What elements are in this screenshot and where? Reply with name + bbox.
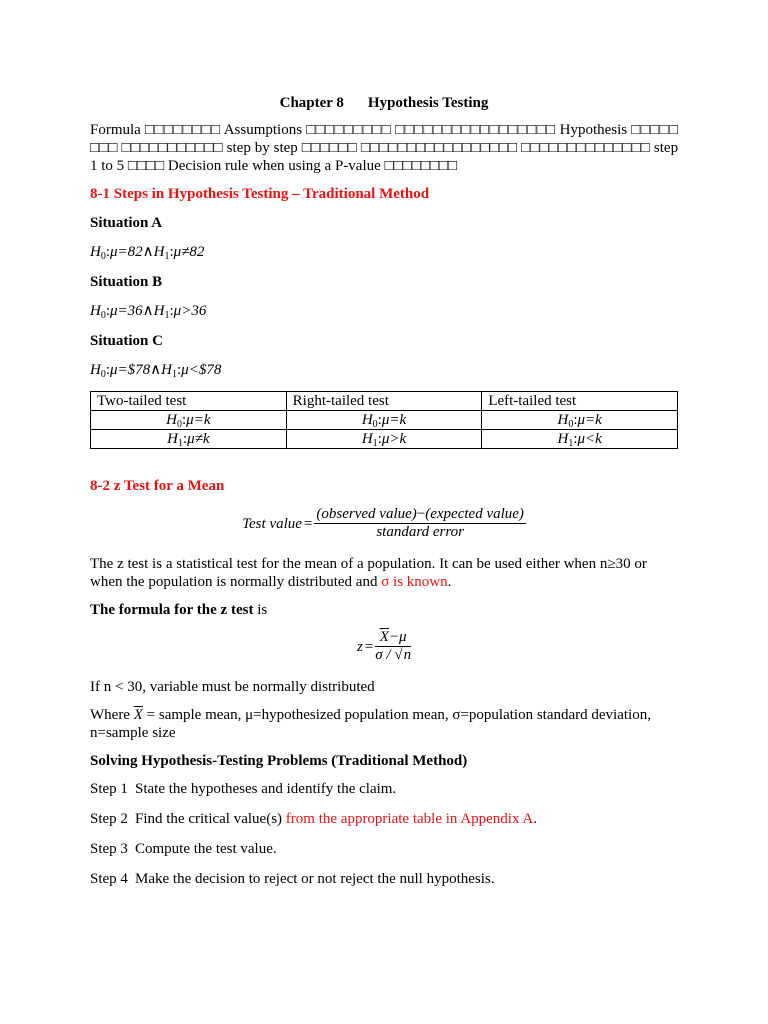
table-header-cell: Left-tailed test <box>482 392 678 411</box>
hypothesis-line: $H_0:\mu=36\wedge H_1:\mu>36$ <box>90 303 207 321</box>
table-cell: $H_1:\mu<k$ <box>482 430 678 449</box>
where-definitions: Where $\overline{X}$ = sample mean, μ=hypothesized population mean, σ=population standard deviation, n=sample size <box>90 707 651 741</box>
table-cell: $H_0:\mu=k$ <box>91 411 287 430</box>
sample-size-note: If n < 30, variable must be normally distributed <box>90 679 375 695</box>
intro-paragraph: Formula □□□□□□□□ Assumptions □□□□□□□□□ □□□□□□□□□□□□□□□□□ Hypothesis □□□□□ □□□ □□□□□□□□□□□ step by step □□□□□□ □□□□□□□□□□□□□□□□□ □□□□□□□□□□□□□□ step 1 to 5 □□□□ Decision rule when using a P-value □□□□□□□□ <box>90 122 679 174</box>
step-item: Step 3 Compute the test value. <box>90 841 277 857</box>
chapter-title <box>90 94 678 112</box>
table-row <box>91 430 678 449</box>
table-cell: $H_0:\mu=k$ <box>482 411 678 430</box>
z-formula-intro: The formula for the z test is <box>90 602 268 618</box>
fraction: $\frac{\text{(observed value)−(expected value)}}{\text{standard error}}$ <box>316 506 524 540</box>
hypothesis-line: $H_0:\mu=\$78\wedge H_1:\mu<\$78$ <box>90 362 222 380</box>
z-test-description: The z test is a statistical test for the mean of a population. It can be used either when n≥30 or when the population is normally distributed and σ is known. <box>90 556 647 590</box>
situation-label: Situation A <box>90 215 163 231</box>
table-cell: $H_1:\mu\ne k$ <box>91 430 287 449</box>
chapter-number: Chapter 8 <box>279 95 344 111</box>
step-item: Step 2 Find the critical value(s) from the appropriate table in Appendix A. <box>90 811 537 827</box>
step-item: Step 4 Make the decision to reject or not reject the null hypothesis. <box>90 871 495 887</box>
section-heading-8-1: 8-1 Steps in Hypothesis Testing – Traditional Method <box>90 186 430 202</box>
solving-heading: Solving Hypothesis-Testing Problems (Traditional Method) <box>90 753 468 769</box>
fraction: $\frac{\overline{X}-\mu}{\sigma / √n}$ <box>375 629 412 663</box>
step-item: Step 1 State the hypotheses and identify the claim. <box>90 781 397 797</box>
table-cell: $H_0:\mu=k$ <box>286 411 482 430</box>
table-header-row <box>91 392 678 411</box>
table-row <box>91 411 678 430</box>
document-page <box>90 94 678 900</box>
table-header-cell: Two-tailed test <box>91 392 287 411</box>
table-header-cell: Right-tailed test <box>286 392 482 411</box>
test-value-formula: Test value = $\frac{\text{(observed value)−(expected value)}}{\text{standard error}}$ <box>242 506 524 540</box>
section-heading-8-2: 8-2 z Test for a Mean <box>90 478 225 494</box>
z-formula: z = $\frac{\overline{X}-\mu}{\sigma / √n}$ <box>356 629 412 663</box>
chapter-name: Hypothesis Testing <box>367 95 489 111</box>
table-cell: $H_1:\mu>k$ <box>286 430 482 449</box>
hypothesis-line: $H_0:\mu=82\wedge H_1:\mu\ne 82$ <box>90 244 205 262</box>
tail-types-table <box>90 391 678 449</box>
situation-label: Situation C <box>90 333 163 349</box>
situation-label: Situation B <box>90 274 163 290</box>
